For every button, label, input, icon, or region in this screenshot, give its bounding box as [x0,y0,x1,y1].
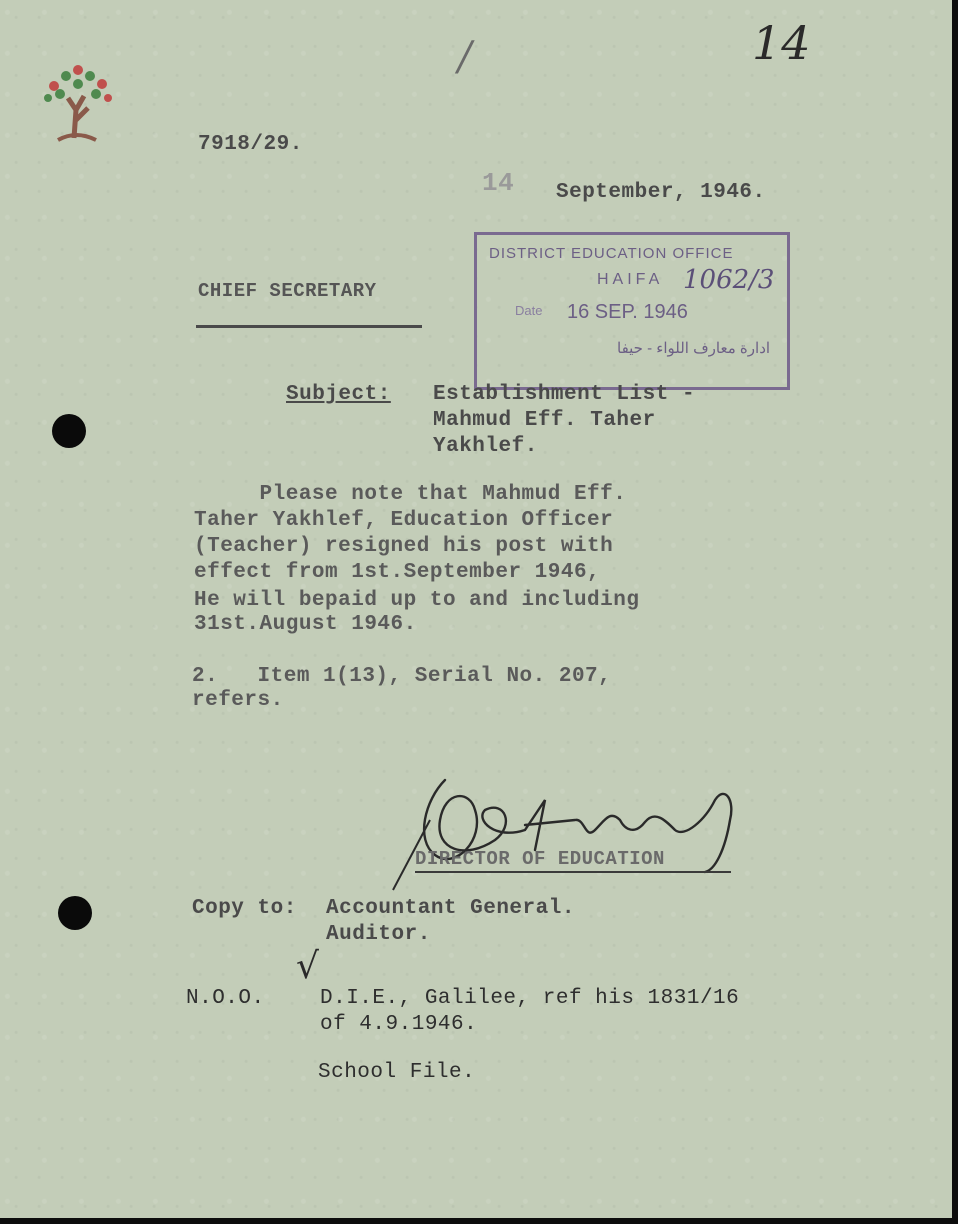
subject-line-3: Yakhlef. [433,435,538,458]
body-line-2: Taher Yakhlef, Education Officer [194,509,614,532]
noo-line-2: of 4.9.1946. [320,1013,478,1036]
body-line-3: (Teacher) resigned his post with [194,535,614,558]
stamp-arabic: ادارة معارف اللواء - حيفا [617,340,771,357]
stamp-city: HAIFA [597,271,664,288]
school-file: School File. [318,1061,476,1084]
paragraph-2-line-1: 2. Item 1(13), Serial No. 207, [192,665,612,688]
paragraph-2-line-2: refers. [192,689,284,712]
director-signature [385,760,745,900]
punch-hole-bottom [58,896,92,930]
archive-tree-logo [38,50,118,150]
body-line-5: He will bepaid up to and including [194,589,640,612]
noo-line-1: D.I.E., Galilee, ref his 1831/16 [320,987,740,1010]
margin-tick: / [458,34,472,80]
copy-to-recipient-1: Accountant General. [326,897,575,920]
subject-label: Subject: [286,383,391,406]
addressee: CHIEF SECRETARY [198,280,377,302]
stamp-office: DISTRICT EDUCATION OFFICE [489,245,734,262]
copy-to-label: Copy to: [192,897,297,920]
signatory-title: DIRECTOR OF EDUCATION [415,848,665,870]
date-day-stamp: 14 [482,168,515,198]
received-stamp [474,232,790,390]
noo-label: N.O.O. [186,987,265,1010]
punch-hole-top [52,414,86,448]
signatory-underline [415,871,731,873]
body-line-1: Please note that Mahmud Eff. [194,483,627,506]
check-mark: √ [296,946,319,987]
reference-number: 7918/29. [198,133,303,156]
letter-date: September, 1946. [556,181,766,204]
stamp-date: 16 SEP. 1946 [567,301,688,323]
page-number: 14 [752,16,811,70]
subject-line-1: Establishment List - [433,383,696,406]
body-line-4: effect from 1st.September 1946, [194,561,601,584]
stamp-date-label: Date [515,303,543,318]
addressee-underline [196,325,422,328]
copy-to-recipient-2: Auditor. [326,923,431,946]
subject-line-2: Mahmud Eff. Taher [433,409,656,432]
stamp-handwritten-number: 1062/3 [683,265,775,295]
body-line-6: 31st.August 1946. [194,613,417,636]
